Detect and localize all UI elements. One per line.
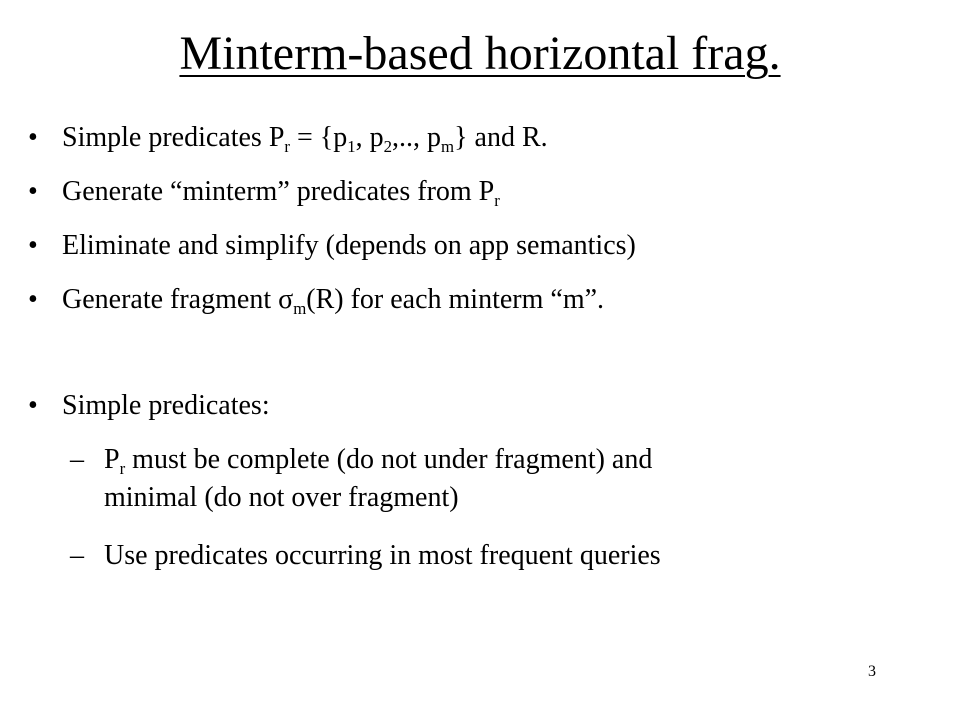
text-run: P [104,444,120,475]
bullet-marker: • [28,122,38,153]
text-run: = {p [290,122,348,153]
bullet-marker: • [28,176,38,207]
subscript: 1 [347,136,356,156]
subscript: r [119,458,126,478]
bullet-text: Eliminate and simplify (depends on app semantics) [62,230,636,261]
bullet-marker: • [28,230,38,261]
bullet-text: Simple predicates: [62,390,270,421]
text-run: , p [355,122,384,153]
bullet-text [62,280,604,320]
subscript: m [441,136,455,156]
subbullet-marker: – [70,444,84,475]
bullet-marker: • [28,390,38,421]
text-run: must be complete (do not under fragment) and [125,444,653,475]
subscript: r [284,136,290,156]
bullet-marker: • [28,284,38,315]
text-run: ,.., p [392,122,442,153]
subscript: 2 [383,136,393,156]
subscript: m [293,298,307,318]
text-run: } and R. [454,122,548,153]
subbullet-text [104,442,652,478]
page-number: 3 [868,663,876,680]
text-run: Generate fragment σ [62,284,294,315]
subbullet-marker: – [70,540,84,571]
bullet-text [62,118,548,158]
bullet-text [62,172,500,212]
subscript: r [494,190,500,210]
text-run: Simple predicates P [62,122,285,153]
subbullet-text: Use predicates occurring in most frequent queries [104,540,661,571]
subbullet-text: minimal (do not over fragment) [104,482,459,513]
text-run: Generate “minterm” predicates from P [62,176,495,207]
text-run: (R) for each minterm “m”. [306,284,605,315]
slide-title: Minterm-based horizontal frag. [179,27,781,80]
